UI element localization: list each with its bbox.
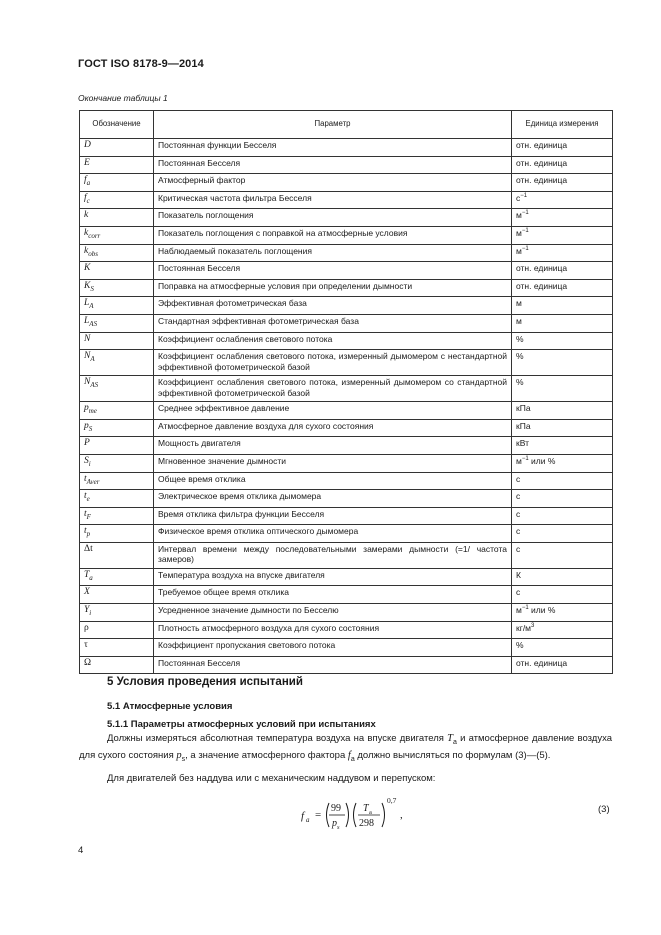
- cell-symbol: $t_e$: [80, 490, 154, 508]
- cell-symbol: $T_a$: [80, 568, 154, 586]
- cell-symbol: $f_c$: [80, 191, 154, 209]
- paragraph-measurement: Должны измеряться абсолютная температура воздуха на впуске двигателя $T_a$ и атмосферное давление воздуха для сухого состояния $p_s$, а значение атмосферного фактора $f_a$ должно вычисляться по формулам (3)—(5).: [79, 733, 613, 763]
- cell-parameter: Атмосферный фактор: [154, 174, 512, 192]
- table-row: [80, 621, 613, 639]
- cell-symbol: $L_A$: [80, 297, 154, 315]
- table-row: [80, 262, 613, 280]
- table-row: [80, 656, 613, 674]
- table-row: [80, 507, 613, 525]
- cell-unit: с: [512, 586, 613, 604]
- cell-symbol: Ω: [80, 656, 154, 674]
- formula-lhs-sub: a: [306, 816, 310, 824]
- cell-unit: кПа: [512, 419, 613, 437]
- table-row: [80, 525, 613, 543]
- table-row: [80, 419, 613, 437]
- cell-unit: отн. единица: [512, 156, 613, 174]
- section-5-1-title: 5.1 Атмосферные условия: [107, 701, 233, 712]
- cell-symbol: $t_F$: [80, 507, 154, 525]
- formula-3: [296, 791, 446, 842]
- cell-symbol: $t_{Aver}$: [80, 472, 154, 490]
- cell-unit: %: [512, 639, 613, 657]
- cell-symbol: $p_S$: [80, 419, 154, 437]
- cell-parameter: Стандартная эффективная фотометрическая база: [154, 314, 512, 332]
- table-row: [80, 191, 613, 209]
- table-row: [80, 226, 613, 244]
- table-row: [80, 490, 613, 508]
- cell-unit: с: [512, 525, 613, 543]
- paragraph-engine-type: Для двигателей без наддува или с механическим наддувом и перепуском:: [107, 773, 436, 784]
- cell-unit: $с^{-1}$: [512, 191, 613, 209]
- cell-symbol: D: [80, 139, 154, 157]
- cell-parameter: Мощность двигателя: [154, 437, 512, 455]
- cell-unit: м: [512, 314, 613, 332]
- cell-parameter: Поправка на атмосферные условия при определении дымности: [154, 279, 512, 297]
- cell-parameter: Требуемое общее время отклика: [154, 586, 512, 604]
- cell-unit: отн. единица: [512, 656, 613, 674]
- table-row: [80, 244, 613, 262]
- cell-parameter: Эффективная фотометрическая база: [154, 297, 512, 315]
- cell-unit: %: [512, 350, 613, 376]
- page-number: 4: [78, 845, 84, 856]
- table-row: [80, 639, 613, 657]
- cell-parameter: Постоянная Бесселя: [154, 656, 512, 674]
- formula-equals: =: [315, 809, 322, 821]
- cell-symbol: $p_{me}$: [80, 402, 154, 420]
- cell-symbol: $N_{AS}$: [80, 376, 154, 402]
- formula-den1: p: [332, 818, 337, 829]
- cell-parameter: Общее время отклика: [154, 472, 512, 490]
- cell-unit: отн. единица: [512, 139, 613, 157]
- table-caption: Окончание таблицы 1: [78, 93, 168, 103]
- table-row: [80, 209, 613, 227]
- section-5-title: 5 Условия проведения испытаний: [107, 676, 303, 688]
- cell-parameter: Показатель поглощения: [154, 209, 512, 227]
- table-row: [80, 139, 613, 157]
- cell-parameter: Температура воздуха на впуске двигателя: [154, 568, 512, 586]
- table-row: [80, 279, 613, 297]
- formula-exponent: 0,7: [387, 796, 397, 805]
- cell-parameter: Критическая частота фильтра Бесселя: [154, 191, 512, 209]
- cell-symbol: ρ: [80, 621, 154, 639]
- formula-num1: 99: [331, 803, 341, 814]
- table-row: [80, 454, 613, 472]
- formula-end: ,: [400, 809, 403, 821]
- cell-parameter: Среднее эффективное давление: [154, 402, 512, 420]
- cell-parameter: Мгновенное значение дымности: [154, 454, 512, 472]
- col-header-symbol: Обозначение: [80, 111, 154, 139]
- cell-unit: %: [512, 376, 613, 402]
- table-row: [80, 604, 613, 622]
- cell-symbol: K: [80, 262, 154, 280]
- paren-left-2: [354, 803, 357, 827]
- cell-symbol: $k_{obs}$: [80, 244, 154, 262]
- cell-symbol: $L_{AS}$: [80, 314, 154, 332]
- equation-number: (3): [598, 804, 610, 815]
- table-row: [80, 568, 613, 586]
- cell-unit: с: [512, 507, 613, 525]
- cell-symbol: P: [80, 437, 154, 455]
- cell-unit: отн. единица: [512, 279, 613, 297]
- cell-symbol: $K_S$: [80, 279, 154, 297]
- cell-parameter: Наблюдаемый показатель поглощения: [154, 244, 512, 262]
- table-row: [80, 314, 613, 332]
- section-5-1-1-title: 5.1.1 Параметры атмосферных условий при испытаниях: [107, 719, 376, 730]
- cell-parameter: Физическое время отклика оптического дымомера: [154, 525, 512, 543]
- table-row: [80, 542, 613, 568]
- table-row: [80, 156, 613, 174]
- cell-symbol: $N_A$: [80, 350, 154, 376]
- table-row: [80, 402, 613, 420]
- col-header-unit: Единица измерения: [512, 111, 613, 139]
- paren-left-1: [327, 803, 330, 827]
- table-row: [80, 350, 613, 376]
- cell-unit: К: [512, 568, 613, 586]
- cell-symbol: k: [80, 209, 154, 227]
- cell-parameter: Коэффициент ослабления светового потока: [154, 332, 512, 350]
- cell-parameter: Постоянная Бесселя: [154, 156, 512, 174]
- cell-symbol: $t_p$: [80, 525, 154, 543]
- cell-parameter: Электрическое время отклика дымомера: [154, 490, 512, 508]
- cell-parameter: Коэффициент ослабления светового потока, измеренный дымомером со стандартной эффективной фотометрической базой: [154, 376, 512, 402]
- cell-unit: $кг/м^3$: [512, 621, 613, 639]
- cell-unit: м: [512, 297, 613, 315]
- cell-parameter: Показатель поглощения с поправкой на атмосферные условия: [154, 226, 512, 244]
- cell-symbol: τ: [80, 639, 154, 657]
- table-row: [80, 297, 613, 315]
- cell-symbol: $k_{corr}$: [80, 226, 154, 244]
- paren-right-1: [346, 803, 349, 827]
- cell-symbol: X: [80, 586, 154, 604]
- table-row: [80, 376, 613, 402]
- cell-unit: кПа: [512, 402, 613, 420]
- cell-symbol: Δt: [80, 542, 154, 568]
- cell-parameter: Постоянная Бесселя: [154, 262, 512, 280]
- cell-parameter: Атмосферное давление воздуха для сухого состояния: [154, 419, 512, 437]
- table-row: [80, 437, 613, 455]
- table-row: [80, 174, 613, 192]
- cell-symbol: N: [80, 332, 154, 350]
- cell-unit: отн. единица: [512, 262, 613, 280]
- cell-symbol: E: [80, 156, 154, 174]
- cell-unit: кВт: [512, 437, 613, 455]
- cell-unit: с: [512, 472, 613, 490]
- cell-parameter: Коэффициент пропускания светового потока: [154, 639, 512, 657]
- col-header-parameter: Параметр: [154, 111, 512, 139]
- cell-unit: $м^{-1}$: [512, 226, 613, 244]
- table-row: [80, 332, 613, 350]
- cell-parameter: Усредненное значение дымности по Бесселю: [154, 604, 512, 622]
- cell-unit: $м^{-1}$ или %: [512, 454, 613, 472]
- cell-parameter: Плотность атмосферного воздуха для сухого состояния: [154, 621, 512, 639]
- cell-unit: %: [512, 332, 613, 350]
- parameters-table: [79, 110, 613, 674]
- cell-unit: отн. единица: [512, 174, 613, 192]
- table-row: [80, 472, 613, 490]
- formula-den2: 298: [359, 818, 374, 829]
- formula-num2: T: [363, 803, 369, 814]
- cell-unit: с: [512, 490, 613, 508]
- table-body: [80, 139, 613, 674]
- cell-unit: с: [512, 542, 613, 568]
- cell-parameter: Время отклика фильтра функции Бесселя: [154, 507, 512, 525]
- formula-lhs: f: [301, 810, 305, 822]
- cell-symbol: $f_a$: [80, 174, 154, 192]
- cell-parameter: Интервал времени между последовательными замерами дымности (=1/ частота замеров): [154, 542, 512, 568]
- paren-right-2: [382, 803, 385, 827]
- cell-parameter: Постоянная функции Бесселя: [154, 139, 512, 157]
- cell-symbol: $S_i$: [80, 454, 154, 472]
- cell-unit: $м^{-1}$: [512, 209, 613, 227]
- cell-symbol: $Y_i$: [80, 604, 154, 622]
- cell-unit: $м^{-1}$ или %: [512, 604, 613, 622]
- formula-num2-sub: a: [369, 809, 372, 816]
- table-row: [80, 586, 613, 604]
- cell-unit: $м^{-1}$: [512, 244, 613, 262]
- standard-header: ГОСТ ISO 8178-9—2014: [78, 58, 204, 70]
- formula-den1-sub: s: [337, 824, 340, 831]
- cell-parameter: Коэффициент ослабления светового потока, измеренный дымомером с нестандартной эффективной фотометрической базой: [154, 350, 512, 376]
